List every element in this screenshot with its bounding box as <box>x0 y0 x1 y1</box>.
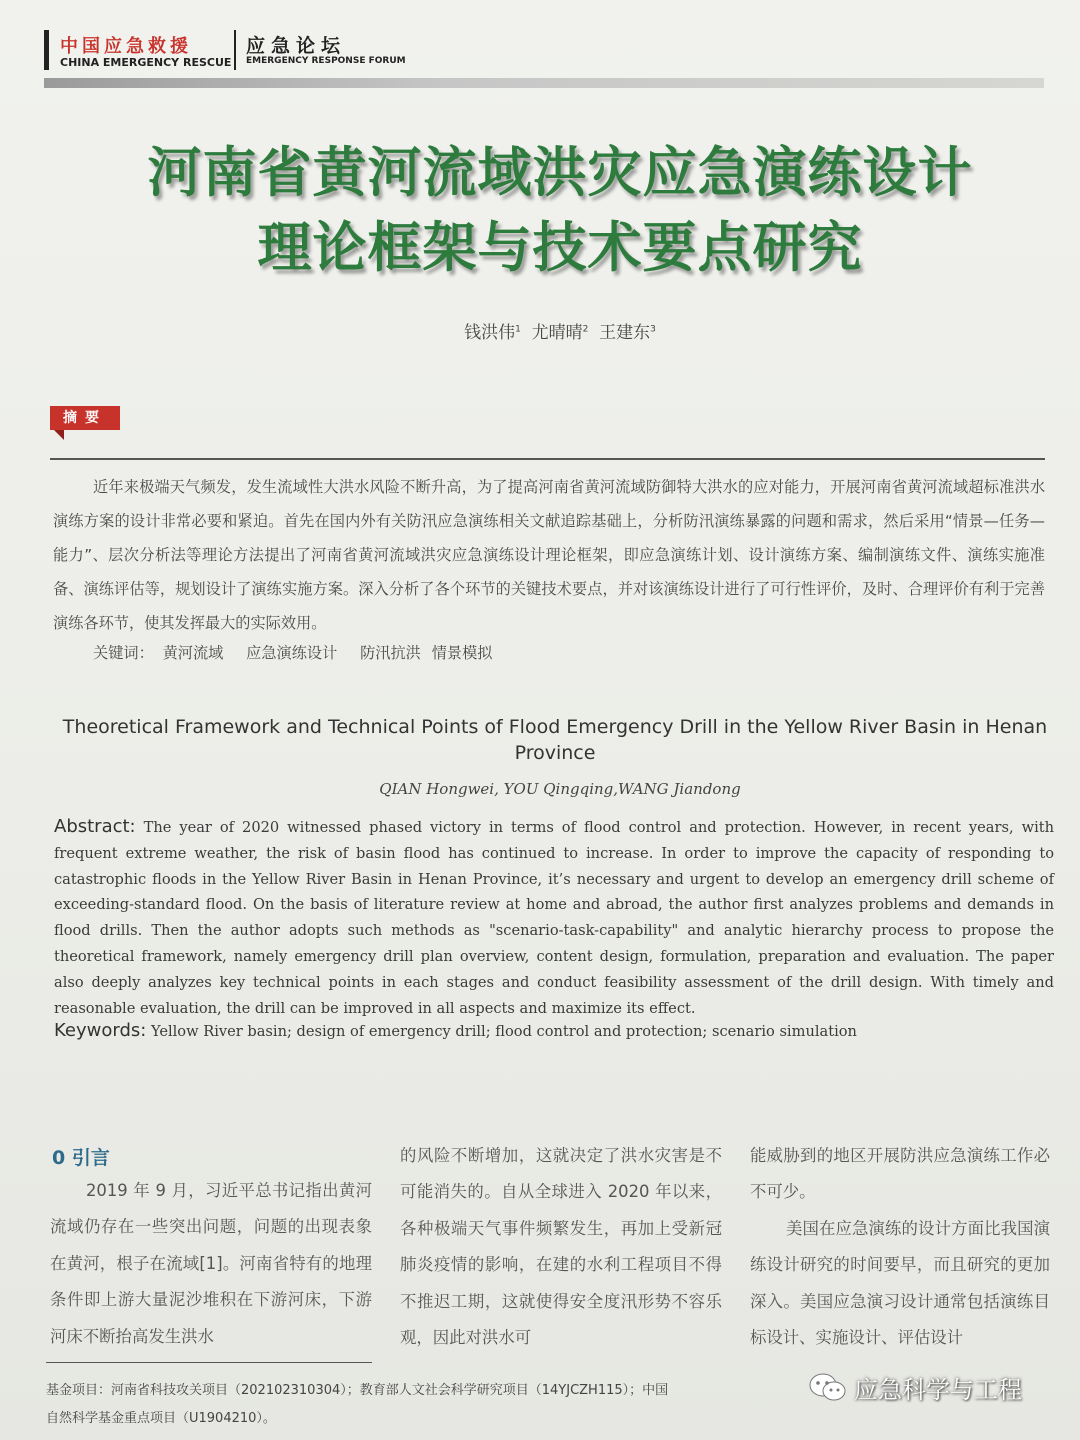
keywords-en <box>54 1020 857 1041</box>
keyword-item: 应急演练设计 <box>246 644 338 662</box>
keyword-item: 防汛抗洪 <box>360 644 421 662</box>
journal-name-cn: 中国应急救援 <box>60 36 192 57</box>
author-affiliation: 3 <box>650 324 656 335</box>
footnote-rule <box>46 1362 372 1363</box>
body-column-3 <box>750 1138 1050 1356</box>
abstract-label-tag: 摘要 <box>50 406 120 430</box>
abstract-en-label: Abstract: <box>54 816 136 837</box>
keywords-en-text: Yellow River basin; design of emergency drill; flood control and protection; scenario simulation <box>150 1023 857 1040</box>
author-affiliation: 2 <box>582 324 589 335</box>
english-title: Theoretical Framework and Technical Points of Flood Emergency Drill in the Yellow River Basin in Henan Province <box>62 716 1048 764</box>
header-rule <box>44 78 1044 88</box>
keywords-cn-label: 关键词： <box>93 644 154 662</box>
body-paragraph: 美国在应急演练的设计方面比我国演练设计研究的时间要早，而且研究的更加深入。美国应急演习设计通常包括演练目标设计、实施设计、评估设计 <box>750 1218 1050 1348</box>
footnote-line: 基金项目：河南省科技攻关项目（202102310304）；教育部人文社会科学研究项目（14YJCZH115）；中国 <box>46 1383 669 1398</box>
keywords-en-label: Keywords: <box>54 1020 147 1041</box>
body-paragraph: 的风险不断增加，这就决定了洪水灾害是不可能消失的。自从全球进入 2020 年以来，各种极端天气事件频繁发生，再加上受新冠肺炎疫情的影响，在建的水利工程项目不得不推迟工期，这就使得安全度汛形势不容乐观，因此对洪水可 <box>400 1146 722 1348</box>
body-paragraph: 2019 年 9 月，习近平总书记指出黄河流域仍存在一些突出问题，问题的出现表象在黄河，根子在流域[1]。河南省特有的地理条件即上游大量泥沙堆积在下游河床，下游河床不断抬高发生洪水 <box>50 1181 372 1346</box>
keyword-item: 黄河流域 <box>162 644 224 662</box>
header-accent-bar <box>44 30 49 70</box>
article-title-line2: 理论框架与技术要点研究 <box>257 216 863 279</box>
body-paragraph: 能威胁到的地区开展防洪应急演练工作必不可少。 <box>750 1146 1050 1202</box>
body-column-2 <box>400 1138 722 1356</box>
english-authors: QIAN Hongwei, YOU Qingqing,WANG Jiandong <box>379 780 741 798</box>
keywords-cn <box>93 642 510 663</box>
section-name-cn: 应急论坛 <box>246 35 347 57</box>
author-affiliation: 1 <box>515 324 521 335</box>
wechat-icon <box>808 1371 848 1405</box>
author-list <box>0 318 1080 343</box>
header-separator <box>234 30 236 70</box>
section-name-en: EMERGENCY RESPONSE FORUM <box>246 56 406 66</box>
abstract-en-text: The year of 2020 witnessed phased victory in terms of flood control and protection. However, in recent years, with frequent extreme weather, the risk of basin flood has continued to increase. In order to improve the capacity of responding to catastrophic floods in the Yellow River Basin in Henan Province, it’s necessary and urgent to develop an emergency drill scheme of exceeding-standard flood. On the basis of literature review at home and abroad, the author first analyzes problems and demands in flood drills. Then the author adopts such methods as "scenario-task-capability" and analytic hierarchy process to propose the theoretical framework, namely emergency drill plan overview, content design, formulation, preparation and evaluation. The paper also deeply analyzes key technical points in each stages and conduct feasibility assessment of the drill design. With timely and reasonable evaluation, the drill can be improved in all aspects and maximize its effect. <box>54 819 1055 1017</box>
footnote-line: 自然科学基金重点项目（U1904210）。 <box>46 1411 276 1426</box>
section-heading: 0 引言 <box>52 1147 110 1169</box>
abstract-en <box>54 814 1054 1021</box>
abstract-rule <box>50 458 1045 460</box>
funding-footnote <box>46 1377 826 1433</box>
article-title-line1: 河南省黄河流域洪灾应急演练设计 <box>147 141 973 204</box>
abstract-cn-text: 近年来极端天气频发，发生流域性大洪水风险不断升高，为了提高河南省黄河流域防御特大洪水的应对能力，开展河南省黄河流域超标准洪水演练方案的设计非常必要和紧迫。首先在国内外有关防汛应急演练相关文献追踪基础上，分析防汛演练暴露的问题和需求，然后采用“情景—任务—能力”、层次分析法等理论方法提出了河南省黄河流域洪灾应急演练设计理论框架，即应急演练计划、设计演练方案、编制演练文件、演练实施准备、演练评估等，规划设计了演练实施方案。深入分析了各个环节的关键技术要点，并对该演练设计进行了可行性评价，及时、合理评价有利于完善演练各环节，使其发挥最大的实际效用。 <box>53 478 1045 632</box>
abstract-cn <box>53 470 1045 640</box>
author-name: 钱洪伟 <box>464 323 516 343</box>
author-name: 王建东 <box>599 323 651 343</box>
author-name: 尤晴晴 <box>531 323 583 343</box>
keyword-item: 情景模拟 <box>431 644 493 662</box>
body-column-1 <box>50 1173 372 1355</box>
wechat-watermark <box>808 1370 1022 1405</box>
watermark-text: 应急科学与工程 <box>854 1376 1022 1404</box>
journal-name-en: CHINA EMERGENCY RESCUE <box>60 56 232 69</box>
